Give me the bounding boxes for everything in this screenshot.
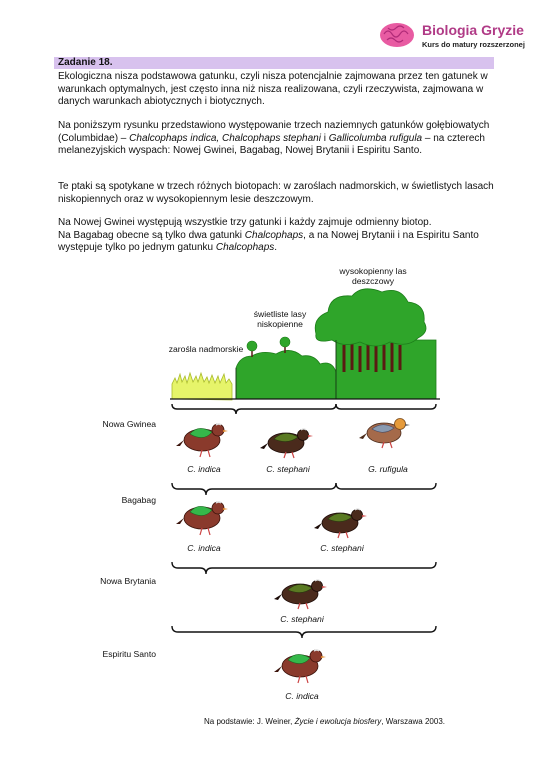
habitat-label-shrub: zarośla nadmorskie — [168, 344, 244, 354]
species-label: C. stephani — [280, 614, 324, 624]
shrub-habitat — [172, 373, 232, 400]
bird-c-stephani — [274, 580, 327, 609]
habitat-label-light-forest: świetliste lasy niskopienne — [253, 309, 307, 329]
habitat-label-rainforest: wysokopienny las deszczowy — [339, 266, 407, 286]
island-label: Nowa Gwinea — [102, 419, 156, 429]
source-citation: Na podstawie: J. Weiner, Życie i ewolucja biosfery, Warszawa 2003. — [204, 717, 445, 726]
paragraph-niche: Ekologiczna nisza podstawowa gatunku, czyli nisza potencjalnie zajmowana przez ten gatunek w warunkach optymalnych, jest często inna niż nisza realizowana, czyli rzeczywista, zajmowana w danych warunkach abiotycznych i biotycznych. — [58, 71, 488, 107]
brand-title: Biologia Gryzie — [422, 22, 524, 38]
island-label: Bagabag — [121, 495, 156, 505]
paragraph-species: Na poniższym rysunku przedstawiono występowanie trzech naziemnych gatunków gołębiowatych (Columbidae) – Chalcophaps indica, Chalcophaps stephani i Gallicolumba rufigula – na czterech melanezyjskich wyspach: Nowej Gwinei, Bagabag, Nowej Brytanii i Espiritu Santo. — [58, 120, 490, 156]
island-label: Nowa Brytania — [100, 576, 156, 586]
bird-c-stephani — [260, 429, 313, 458]
brace-habitats-top — [172, 404, 336, 414]
island-label: Espiritu Santo — [102, 649, 156, 659]
species-label: C. indica — [187, 543, 221, 553]
species-label: C. indica — [285, 691, 319, 701]
task-title: Zadanie 18. — [58, 57, 113, 68]
brace-bagabag — [172, 562, 436, 574]
brace-nowa-brytania — [172, 626, 436, 638]
species-label: C. indica — [187, 464, 221, 474]
paragraph-islands: Na Nowej Gwinei występują wszystkie trzy gatunki i każdy zajmuje odmienny biotop. Na Bagabag obecne są tylko dwa gatunki Chalcophaps, a na Nowej Brytanii i na Espiritu Santo występuje tylko po jednym gatunku Chalcophaps. — [58, 217, 479, 253]
bird-c-indica — [176, 424, 228, 457]
bird-c-indica — [176, 502, 228, 535]
light-forest-habitat — [236, 337, 336, 399]
species-label: C. stephani — [266, 464, 310, 474]
bird-g-rufigula — [359, 419, 410, 449]
brand-subtitle: Kurs do matury rozszerzonej — [422, 40, 525, 49]
brace-nowa-gwinea — [172, 483, 336, 495]
bird-c-indica — [274, 650, 326, 683]
paragraph-habitats: Te ptaki są spotykane w trzech różnych biotopach: w zaroślach nadmorskich, w świetlistych lasach niskopiennych oraz w wysokopiennym lesie deszczowym. — [58, 181, 494, 205]
species-label: G. rufigula — [368, 464, 408, 474]
species-label: C. stephani — [320, 543, 364, 553]
bird-c-stephani — [314, 509, 367, 538]
